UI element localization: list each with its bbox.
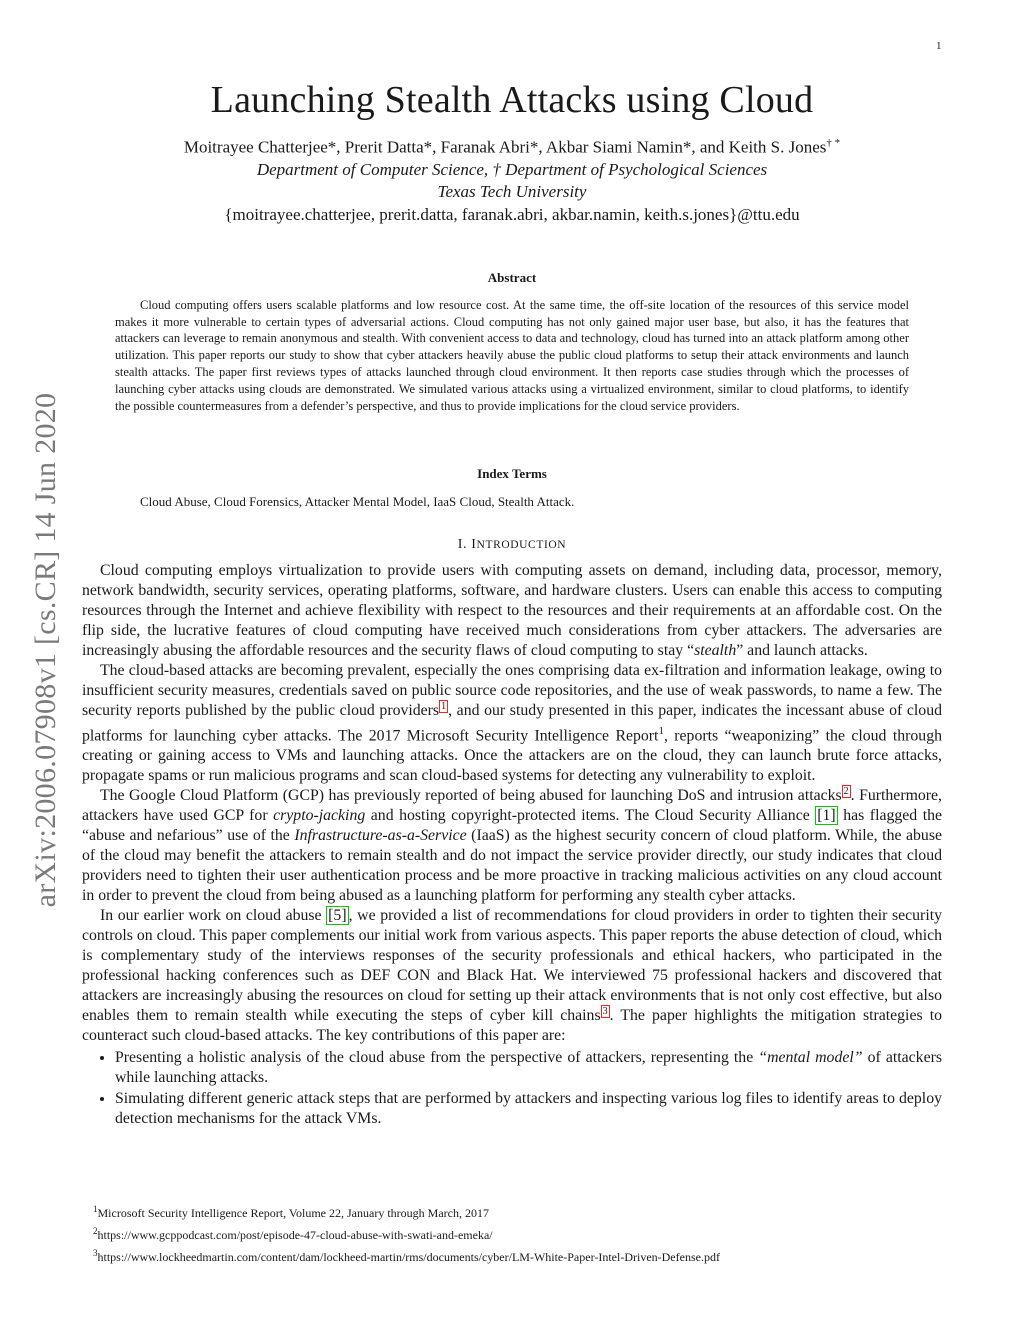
section-title-rest: NTRODUCTION	[476, 539, 567, 551]
footnote-link-2[interactable]: 2	[843, 786, 849, 797]
bullet-text: Presenting a holistic analysis of the cloud abuse from the perspective of attackers, representing the	[115, 1049, 759, 1067]
paragraph-text: ” and launch attacks.	[736, 642, 868, 659]
footnote-number: 2	[93, 1226, 98, 1236]
paragraph-text: , we provided a list of recommendations for cloud providers in order to tighten their security controls on cloud. This paper complements our initial work from various aspects. This paper reports the abuse detection of cloud, which is complementary study of the interviews responses of the security professionals and ethical hackers, who participated in the professional hacking conferences such as DEF CON and Black Hat. We interviewed 75 professional hackers and discovered that attackers are increasingly abusing the resources on cloud for setting up their attack environments that is not only cost effective, but also enables them to remain stealth while executing the steps of cyber kill chains	[82, 907, 942, 1025]
section-heading-introduction	[0, 537, 1024, 553]
abstract-heading: Abstract	[487, 270, 537, 285]
affiliation-university: Texas Tech University	[437, 181, 587, 201]
emphasis-mental-model: “mental model”	[758, 1049, 863, 1067]
paragraph-1	[82, 561, 942, 661]
paragraph-3	[82, 786, 942, 906]
paragraph-text: Cloud computing employs virtualization to provide users with computing assets on demand, including data, processor, memory, network bandwidth, security services, operating platforms, software, and hardware clusters. Users can enable this access to computing resources through the Internet and achieve flexibility with respect to the resources and their requirements at an affordable cost. On the flip side, the lucrative features of cloud computing have received much considerations from cyber attackers. The adversaries are increasingly abusing the affordable resources and the security flaws of cloud computing to stay “	[82, 562, 942, 659]
section-title-initial: I	[471, 537, 477, 552]
bullet-text: Simulating different generic attack steps that are performed by attackers and inspecting various log files to identify areas to deploy detection mechanisms for the attack VMs.	[115, 1090, 942, 1128]
section-number: I.	[457, 537, 468, 552]
contribution-item	[115, 1089, 942, 1129]
footnote-url[interactable]: https://www.gcppodcast.com/post/episode-47-cloud-abuse-with-swati-and-emeka/	[97, 1228, 493, 1242]
paragraph-4	[82, 906, 942, 1046]
index-terms-heading: Index Terms	[477, 466, 547, 481]
contribution-item	[115, 1048, 942, 1088]
bullet-text: of attackers while launching attacks.	[115, 1049, 942, 1087]
page-number: 1	[936, 40, 942, 52]
footnote-text: Microsoft Security Intelligence Report, Volume 22, January through March, 2017	[97, 1206, 489, 1220]
paragraph-2	[82, 661, 942, 786]
arxiv-identifier-stamp: arXiv:2006.07908v1 [cs.CR] 14 Jun 2020	[29, 392, 62, 908]
index-terms-body: Cloud Abuse, Cloud Forensics, Attacker Mental Model, IaaS Cloud, Stealth Attack.	[140, 494, 575, 509]
paper-header	[0, 78, 1024, 227]
introduction-body	[82, 561, 942, 1130]
citation-link-5[interactable]: [5]	[328, 907, 347, 925]
citation-link-1[interactable]: [1]	[817, 807, 836, 825]
emphasis-stealth: stealth	[694, 642, 737, 659]
paragraph-text: , and our study presented in this paper, indicates the incessant abuse of cloud platforms for launching cyber attacks. The 2017 Microsoft Security Intelligence Report	[82, 702, 942, 745]
author-affiliation-marks: † *	[826, 137, 841, 149]
footnotes	[93, 1200, 953, 1266]
paragraph-text: The Google Cloud Platform (GCP) has previously reported of being abused for launching DoS and intrusion attacks	[100, 787, 842, 805]
footnote-1	[93, 1200, 953, 1222]
author-names: Moitrayee Chatterjee*, Prerit Datta*, Faranak Abri*, Akbar Siami Namin*, and Keith S. Jones	[183, 137, 827, 157]
paragraph-text: In our earlier work on cloud abuse	[100, 907, 327, 925]
author-list	[0, 132, 1024, 159]
abstract-section	[115, 270, 909, 414]
footnote-2[interactable]	[93, 1222, 953, 1244]
author-emails: {moitrayee.chatterjee, prerit.datta, faranak.abri, akbar.namin, keith.s.jones}@ttu.edu	[224, 204, 800, 224]
footnote-mark-1: 1	[658, 725, 664, 737]
footnote-number: 1	[93, 1204, 98, 1214]
paragraph-text: (IaaS) as the highest security concern of cloud platform. While, the abuse of the cloud may benefit the attackers to remain stealth and do not impact the service provider directly, our study indicates that cloud providers need to tighten their user authentication process and be more proactive in tracking malicious activities on any cloud account in order to prevent the cloud from being abused as a launching platform for performing any stealth cyber attacks.	[82, 827, 942, 905]
affiliation-departments: Department of Computer Science, † Department of Psychological Sciences	[256, 159, 768, 179]
emphasis-iaas: Infrastructure-as-a-Service	[294, 827, 467, 845]
paragraph-text: and hosting copyright-protected items. The Cloud Security Alliance	[365, 807, 816, 825]
paragraph-text: . Furthermore, attackers have used GCP for	[82, 787, 942, 825]
footnote-3[interactable]	[93, 1244, 953, 1266]
emphasis-crypto-jacking: crypto-jacking	[273, 807, 366, 825]
contribution-list	[82, 1048, 942, 1129]
footnote-number: 3	[93, 1248, 98, 1258]
abstract-body: Cloud computing offers users scalable platforms and low resource cost. At the same time, the off-site location of the resources of this service model makes it more vulnerable to certain types of adversarial actions. Cloud computing has not only gained major user base, but also, it has the features that attackers can leverage to remain anonymous and stealth. With convenient access to data and technology, cloud has turned into an attack platform among other utilization. This paper reports our study to show that cyber attackers heavily abuse the public cloud platforms to setup their attack environments and launch stealth attacks. The paper first reviews types of attacks launched through cloud environment. It then reports case studies through which the processes of launching cyber attacks using clouds are demonstrated. We simulated various attacks using a virtualized environment, similar to cloud platforms, to identify the possible countermeasures from a defender’s perspective, and thus to provide implications for the cloud service providers.	[115, 297, 909, 413]
paragraph-text: . The paper highlights the mitigation strategies to counteract such cloud-based attacks. The key contributions of this paper are:	[82, 1007, 942, 1045]
footnote-url[interactable]: https://www.lockheedmartin.com/content/dam/lockheed-martin/rms/documents/cyber/LM-White-Paper-Intel-Driven-Defense.pdf	[97, 1250, 720, 1264]
footnote-link-3[interactable]: 3	[602, 1006, 608, 1017]
paper-title: Launching Stealth Attacks using Cloud	[210, 79, 814, 121]
footnote-link-1[interactable]: 1	[441, 700, 447, 712]
index-terms-section	[115, 466, 909, 510]
paragraph-text: The cloud-based attacks are becoming prevalent, especially the ones comprising data ex-filtration and information leakage, owing to insufficient security measures, credentials saved on public source code repositories, and the use of weak passwords, to name a few. The security reports published by the public cloud providers	[82, 662, 942, 719]
paragraph-text: has flagged the “abuse and nefarious” use of the	[82, 807, 942, 845]
paragraph-text: , reports “weaponizing” the cloud through creating or gaining access to VMs and launching attacks. Once the attackers are on the cloud, they can launch brute force attacks, propagate spams or run malicious programs and scan cloud-based systems for detecting any vulnerability to exploit.	[82, 727, 942, 785]
